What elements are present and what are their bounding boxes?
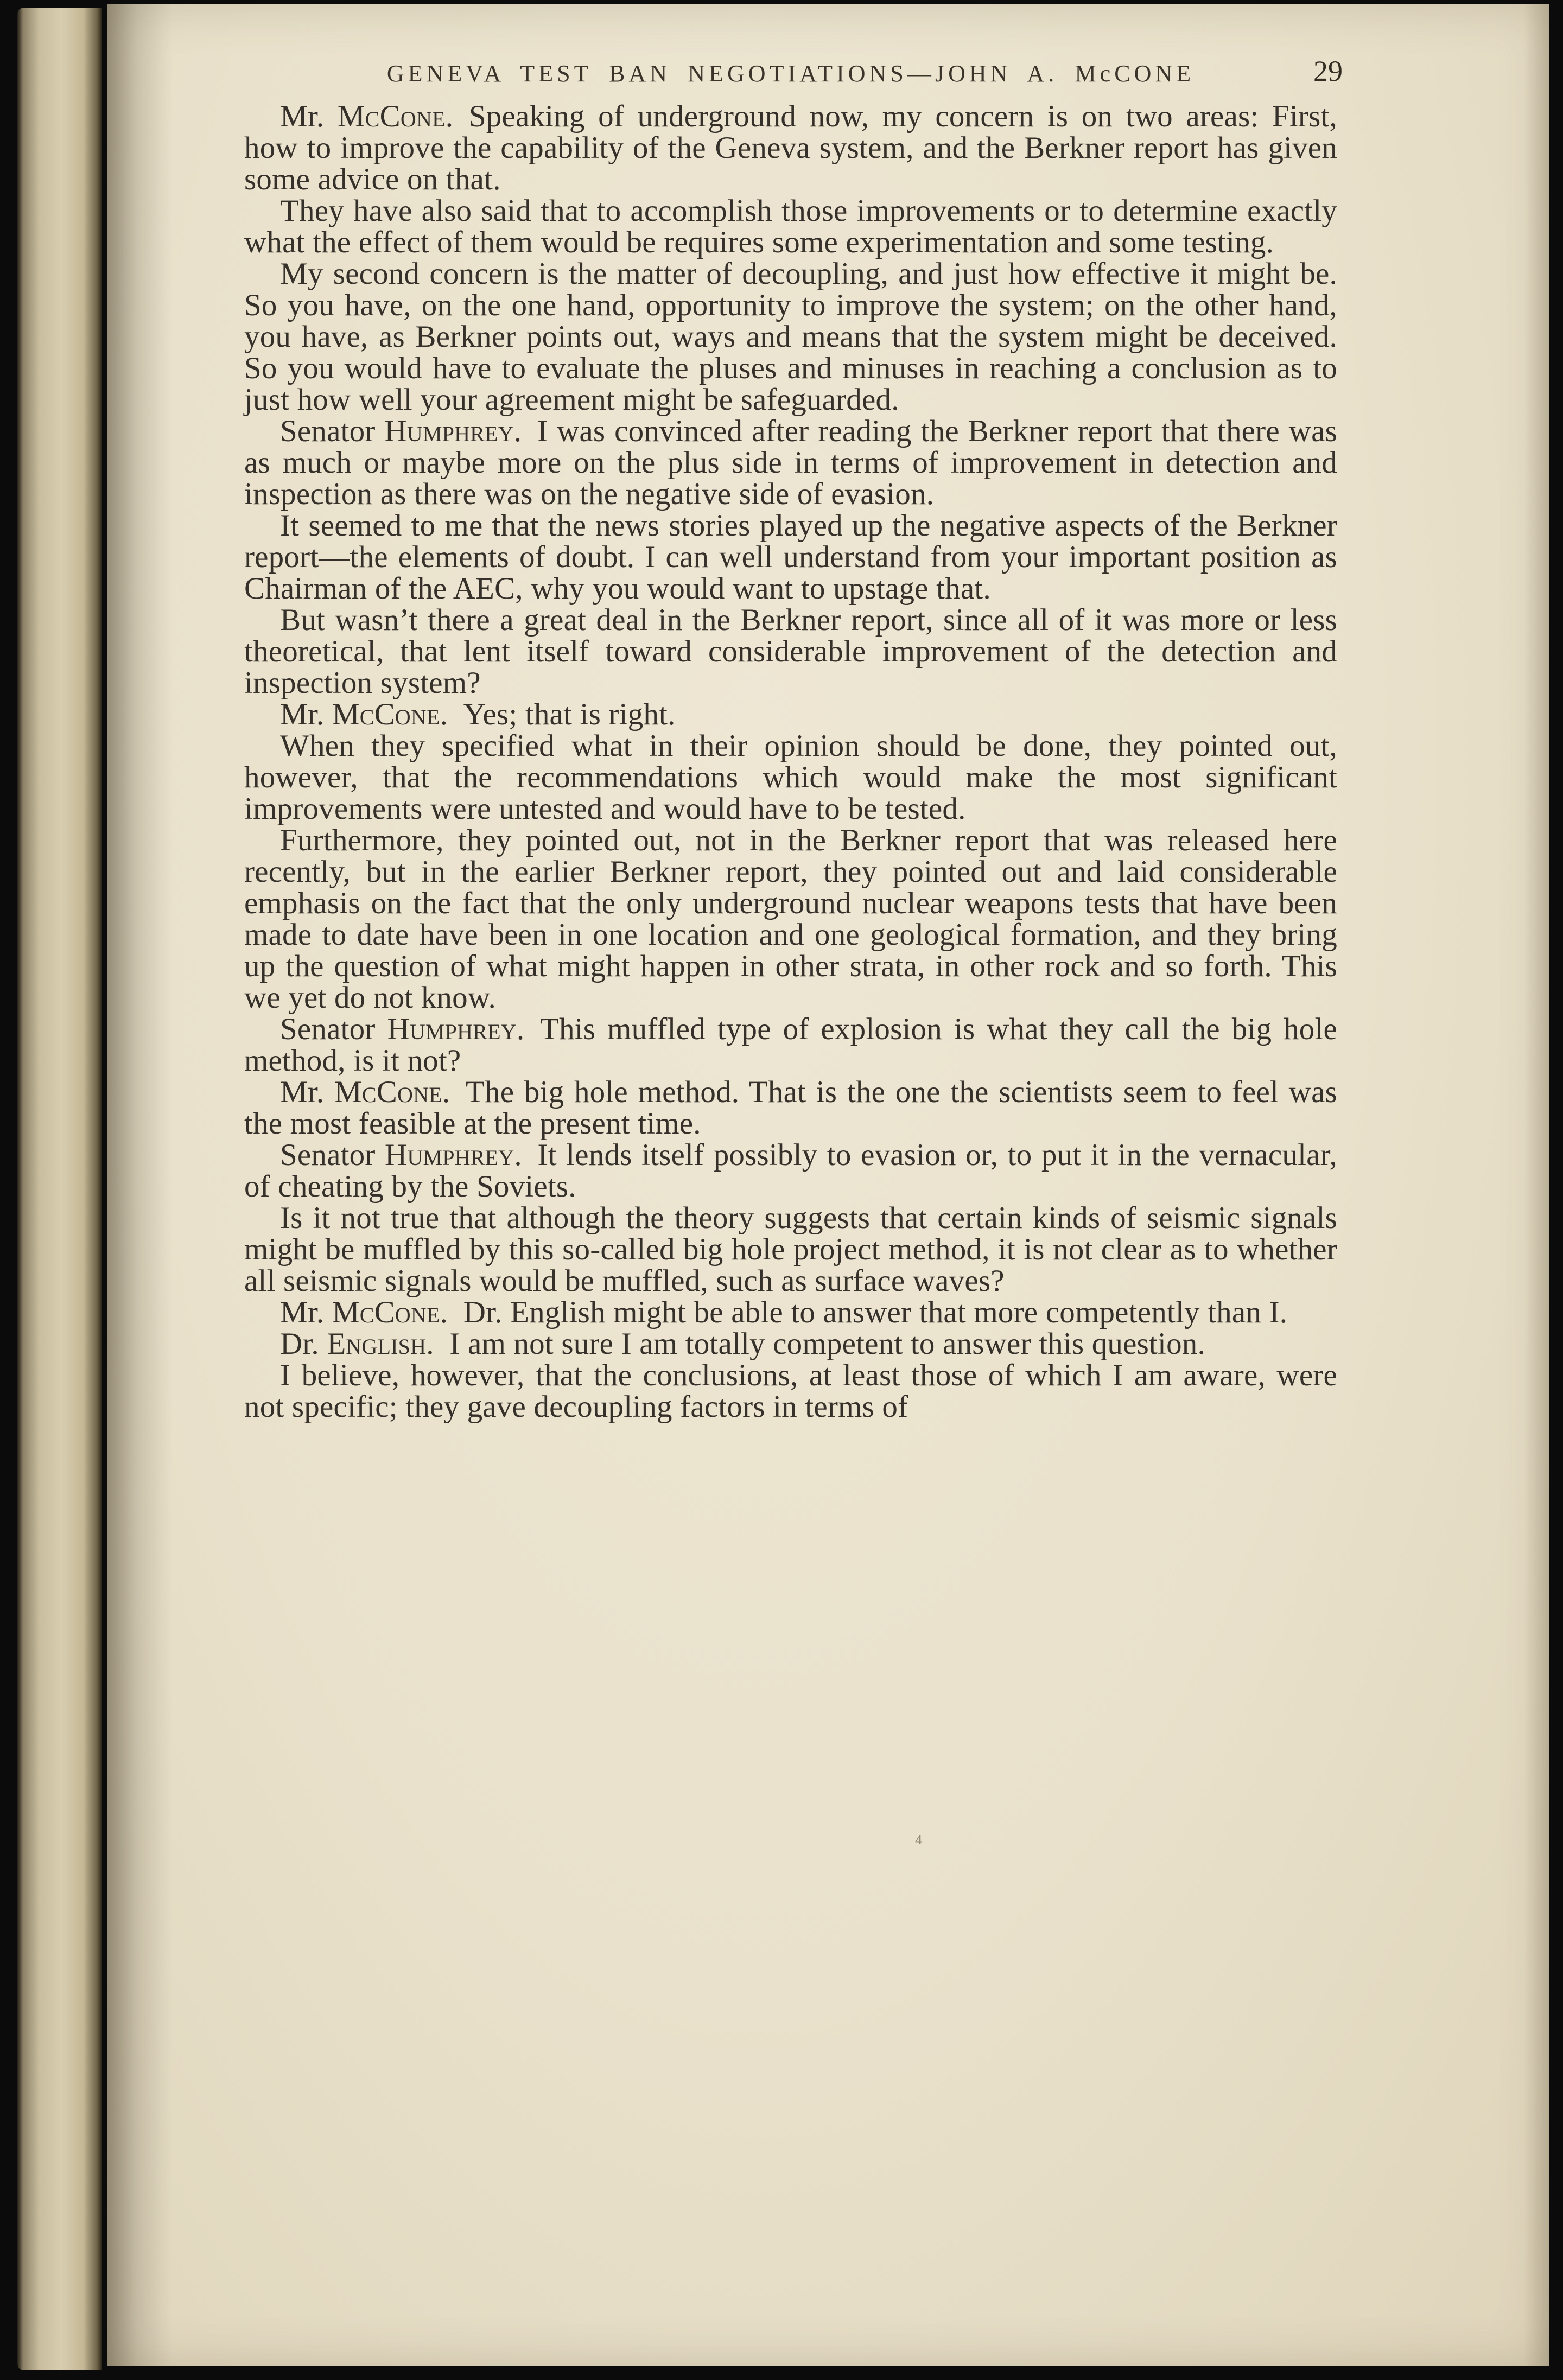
- text-body: [244, 101, 1337, 1423]
- paragraph: Is it not true that although the theory suggests that certain kinds of seismic signals might be muffled by this so-called big hole project method, it is not clear as to whether all seismic signals would be muffled, such as surface waves?: [244, 1201, 1337, 1298]
- paragraph: Mr. McCone. Dr. English might be able to answer that more competently than I.: [280, 1295, 1288, 1329]
- page-number: 29: [1313, 55, 1343, 87]
- paragraph: Mr. McCone. The big hole method. That is the one the scientists seem to feel was the most feasible at the present time.: [244, 1075, 1337, 1141]
- paragraph: Mr. McCone. Yes; that is right.: [280, 697, 676, 731]
- speaker-name: Senator Humphrey.: [280, 1138, 538, 1172]
- paragraph: My second concern is the matter of decoupling, and just how effective it might be. So you have, on the one hand, opportunity to improve the system; on the other hand, you have, as Berkner points out, ways and means that the system might be deceived. So you would have to evaluate the pluses and minuses in reaching a conclusion as to just how well your agreement might be safeguarded.: [244, 257, 1337, 417]
- paragraph: Mr. McCone. Speaking of underground now, my concern is on two areas: First, how to improve the capability of the Geneva system, and the Berkner report has given some advice on that.: [244, 99, 1337, 196]
- facing-page-edge: [17, 8, 102, 2370]
- speaker-name: Mr. McCone.: [280, 1295, 463, 1329]
- paragraph: But wasn’t there a great deal in the Berkner report, since all of it was more or less theoretical, that lent itself toward considerable improvement of the detection and inspection system?: [244, 603, 1337, 700]
- paragraph: Furthermore, they pointed out, not in the Berkner report that was released here recently, but in the earlier Berkner report, they pointed out and laid considerable emphasis on the fact that the only underground nuclear weapons tests that have been made to date have been in one location and one geological formation, and they bring up the question of what might happen in other strata, in other rock and so forth. This we yet do not know.: [244, 823, 1337, 1015]
- header-title: GENEVA TEST BAN NEGOTIATIONS—JOHN A. McCONE: [386, 60, 1195, 87]
- page-content: [107, 4, 1549, 1423]
- printers-mark: 4: [915, 1832, 922, 1848]
- paragraph: I believe, however, that the conclusions, at least those of which I am aware, were not specific; they gave decoupling factors in terms of: [244, 1358, 1337, 1424]
- paragraph: They have also said that to accomplish those improvements or to determine exactly what the effect of them would be requires some experimentation and some testing.: [244, 194, 1337, 259]
- paragraph: When they specified what in their opinion should be done, they pointed out, however, that the recommendations which would make the most significant improvements were untested and would have to be tested.: [244, 729, 1337, 826]
- speaker-name: Mr. McCone.: [280, 99, 469, 133]
- speaker-name: Dr. English.: [280, 1327, 450, 1361]
- paragraph: Senator Humphrey. It lends itself possibly to evasion or, to put it in the vernacular, of cheating by the Soviets.: [244, 1138, 1337, 1204]
- speaker-name: Mr. McCone.: [280, 1075, 466, 1109]
- speaker-name: Mr. McCone.: [280, 697, 463, 731]
- document-page: [107, 4, 1549, 2366]
- paragraph: Senator Humphrey. This muffled type of explosion is what they call the big hole method, is it not?: [244, 1012, 1338, 1078]
- speaker-name: Senator Humphrey.: [280, 1012, 540, 1046]
- paragraph: Dr. English. I am not sure I am totally competent to answer this question.: [280, 1327, 1205, 1361]
- paragraph: Senator Humphrey. I was convinced after reading the Berkner report that there was as much or maybe more on the plus side in terms of improvement in detection and inspection as there was on the negative side of evasion.: [244, 414, 1338, 511]
- paragraph: It seemed to me that the news stories played up the negative aspects of the Berkner report—the elements of doubt. I can well understand from your important position as Chairman of the AEC, why you would want to upstage that.: [244, 508, 1337, 606]
- speaker-name: Senator Humphrey.: [280, 414, 537, 448]
- running-header: [244, 55, 1343, 93]
